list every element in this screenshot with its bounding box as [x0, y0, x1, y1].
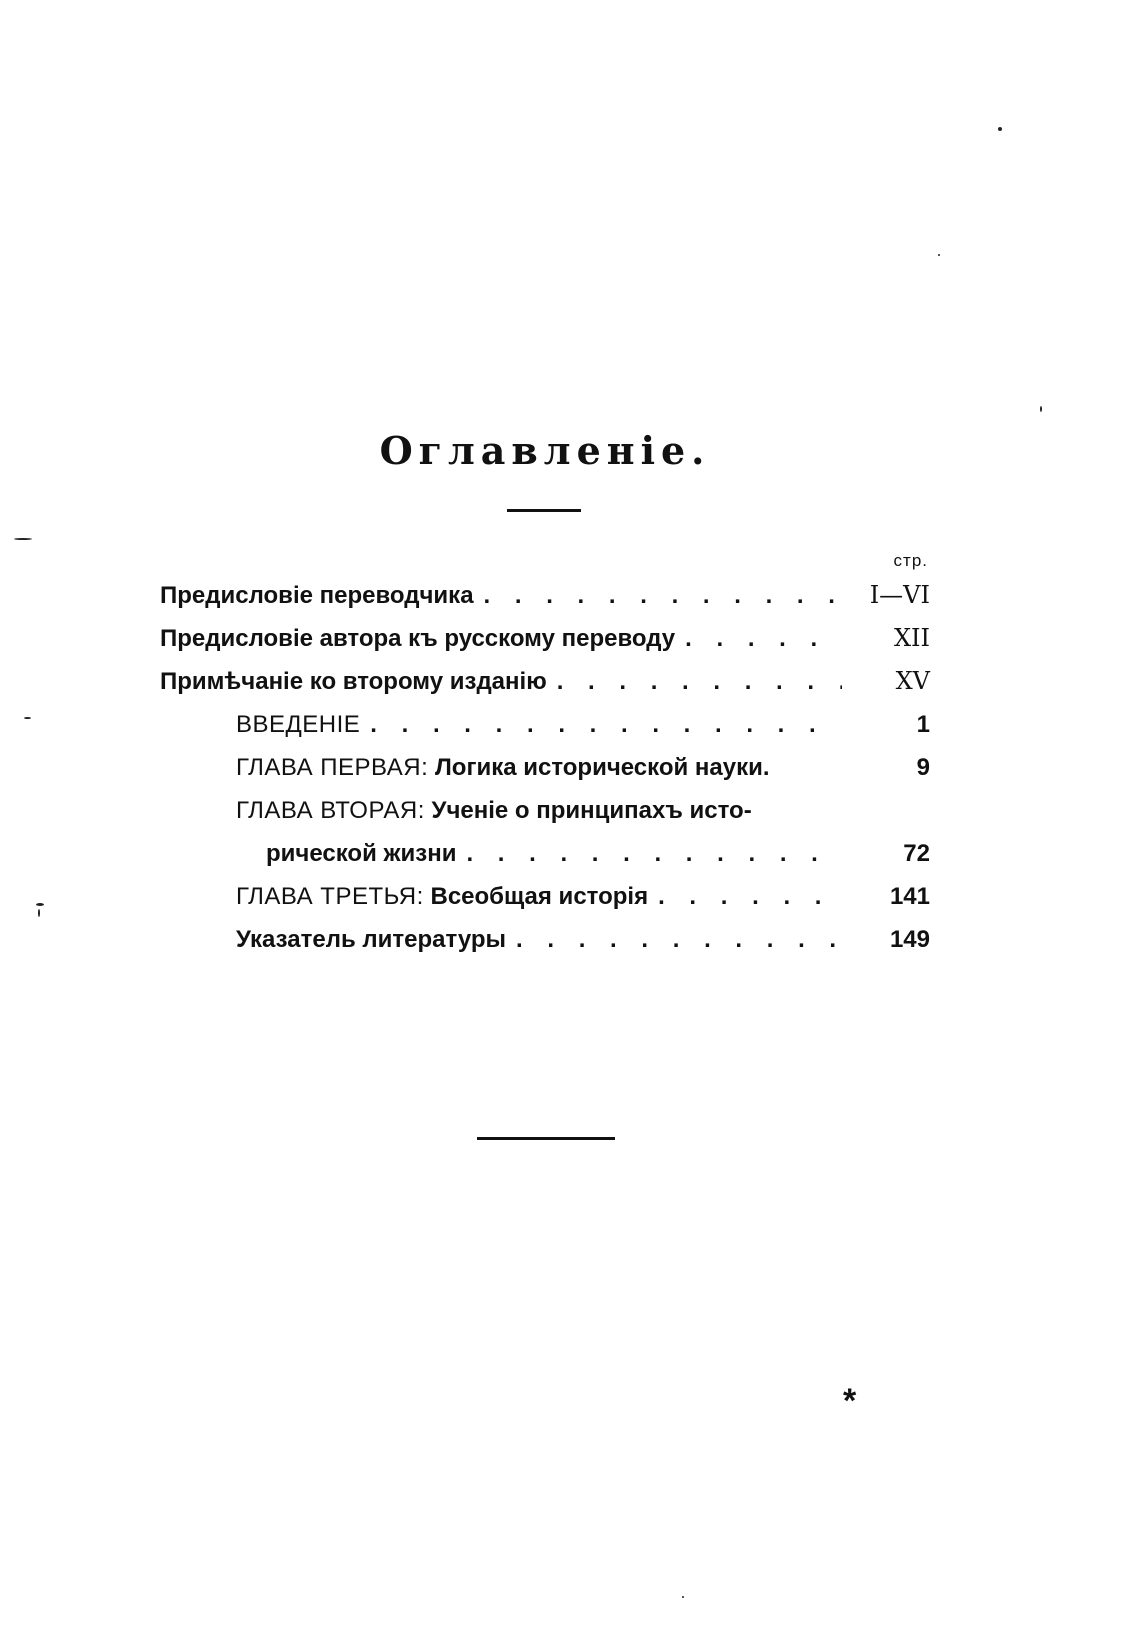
chapter-title: Ученіе о принципахъ исто-	[431, 797, 752, 824]
toc-entry-label: Примѣчаніе ко второму изданію	[160, 668, 547, 695]
scan-speck	[938, 254, 940, 256]
chapter-title: Логика исторической науки.	[434, 754, 770, 781]
dot-leader	[370, 703, 842, 746]
scan-speck	[36, 903, 44, 906]
toc-entry-label	[236, 746, 770, 789]
toc-entry-label: Указатель литературы	[236, 926, 507, 953]
toc-entry[interactable]	[160, 918, 930, 961]
title-rule	[507, 509, 581, 512]
chapter-title: Всеобщая исторія	[430, 883, 649, 910]
toc-entry-page: 141	[889, 883, 930, 910]
toc-entry-label	[236, 789, 752, 832]
dot-leader	[516, 918, 842, 961]
toc-entry-label	[236, 875, 648, 918]
dot-leader	[658, 875, 842, 918]
toc-entry-continuation[interactable]	[160, 832, 930, 875]
toc-entry[interactable]	[160, 660, 930, 703]
scan-speck	[682, 1596, 684, 1598]
toc-entry-page: 9	[916, 754, 930, 781]
chapter-heading: ВВЕДЕНІЕ	[236, 711, 361, 738]
chapter-prefix: ГЛАВА ТРЕТЬЯ:	[236, 883, 424, 910]
pages-column-header: стр.	[893, 551, 928, 570]
toc-entry-label	[236, 703, 360, 746]
toc-entry-page: XV	[895, 667, 930, 695]
toc-entry-page: 149	[889, 926, 930, 953]
page-title: Оглавленіе.	[379, 428, 711, 473]
toc-entry-page: 72	[903, 840, 930, 867]
toc-entry-page: I—VI	[869, 581, 930, 609]
toc-entry[interactable]	[160, 789, 930, 832]
dot-leader	[557, 660, 842, 703]
scan-speck	[24, 717, 31, 719]
chapter-prefix: ГЛАВА ПЕРВАЯ:	[236, 754, 429, 781]
dot-leader	[685, 617, 842, 660]
toc-entry-page: 1	[916, 711, 930, 738]
scan-speck	[38, 909, 40, 917]
toc-entry[interactable]	[160, 746, 930, 789]
toc-entry-page: XII	[893, 624, 930, 652]
scan-speck	[14, 538, 32, 540]
toc-entry[interactable]	[160, 703, 930, 746]
scan-speck	[1040, 406, 1042, 412]
scan-speck	[998, 127, 1002, 131]
toc-entry[interactable]	[160, 617, 930, 660]
chapter-prefix: ГЛАВА ВТОРАЯ:	[236, 797, 425, 824]
toc-entry-label: Предисловіе переводчика	[160, 582, 474, 609]
closing-rule	[477, 1137, 615, 1140]
toc-entry[interactable]	[160, 574, 930, 617]
dot-leader	[484, 574, 842, 617]
table-of-contents	[160, 548, 930, 961]
dot-leader	[466, 832, 842, 875]
asterisk-mark: *	[843, 1382, 857, 1420]
toc-entry-label: Предисловіе автора къ русскому переводу	[160, 625, 676, 652]
toc-entry[interactable]	[160, 875, 930, 918]
toc-entry-label: рической жизни	[266, 840, 457, 867]
